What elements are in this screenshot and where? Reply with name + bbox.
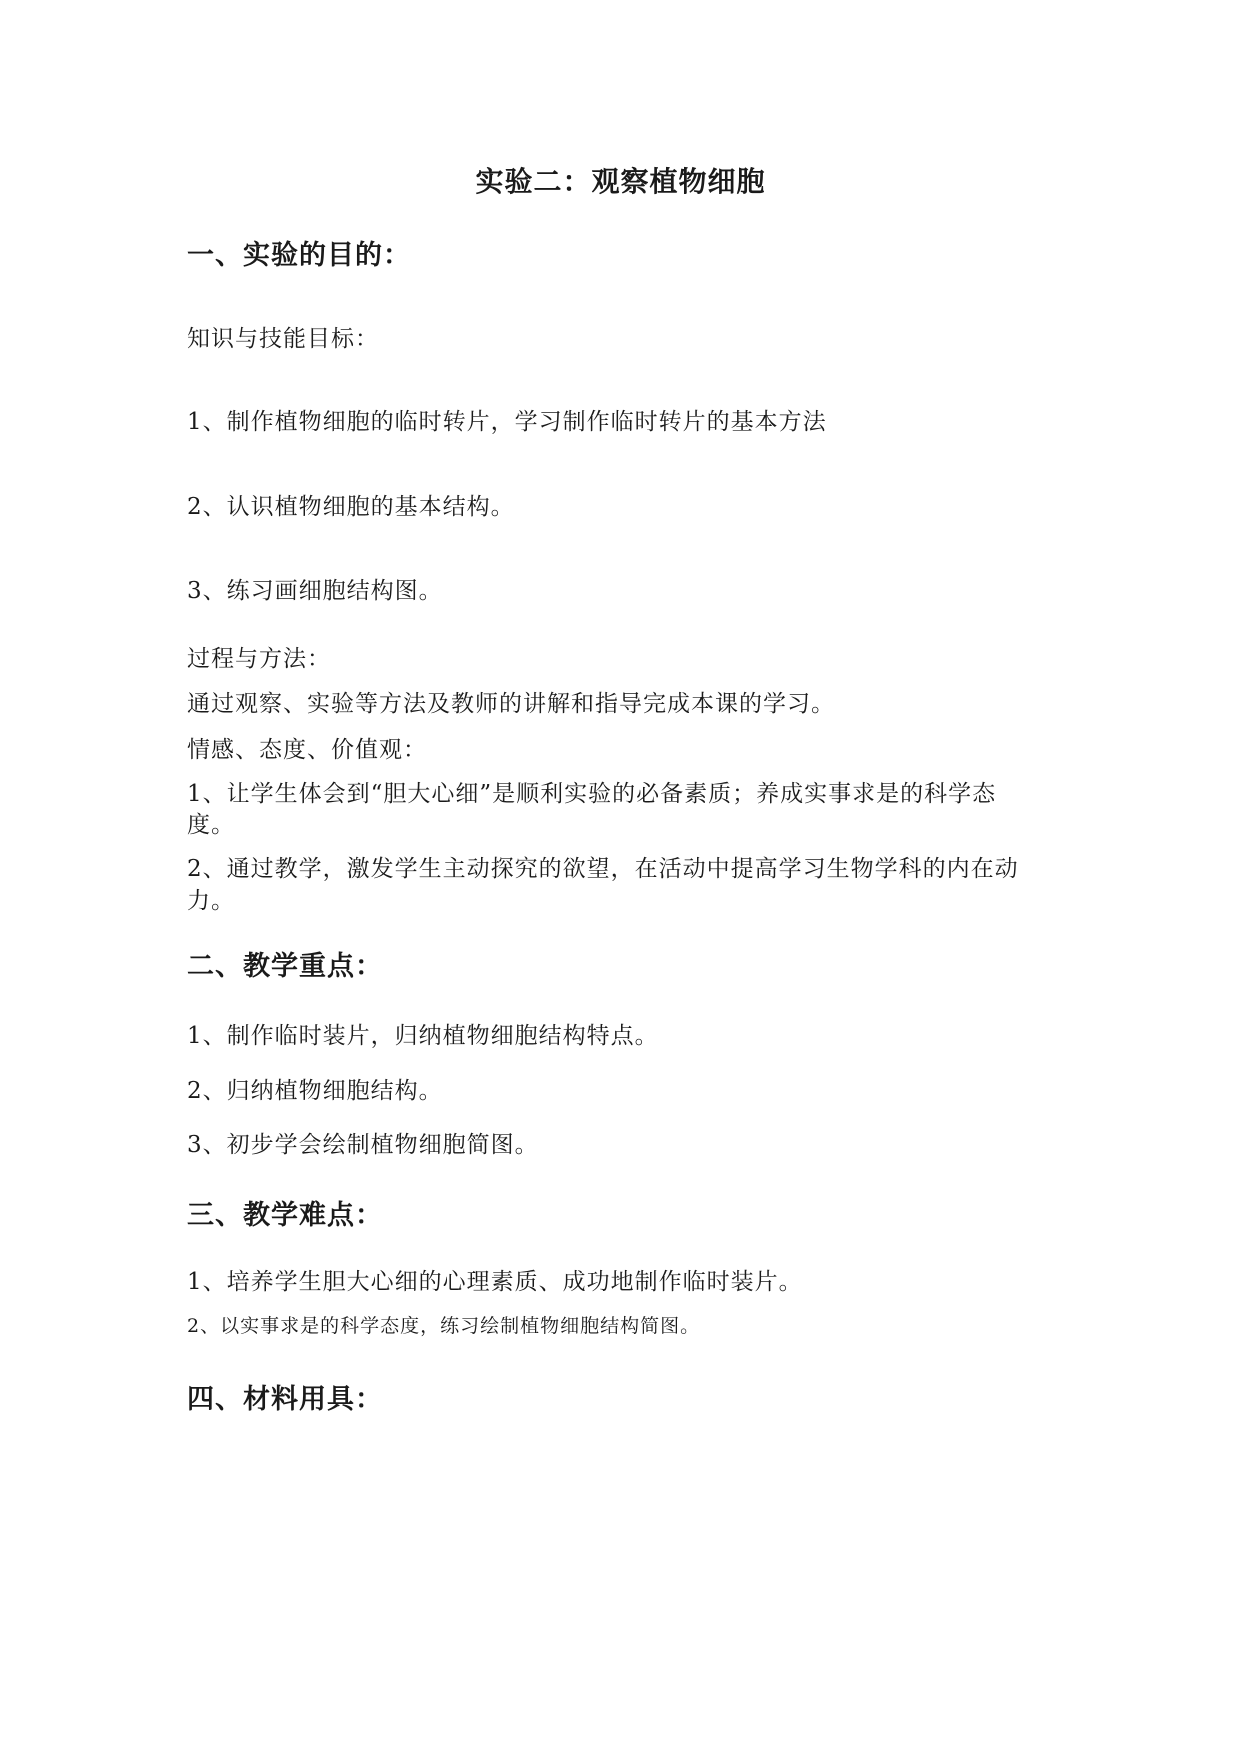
- emotion-item-1-line-1: 1、让学生体会到“胆大心细”是顺利实验的必备素质；养成实事求是的科学态: [187, 781, 997, 807]
- emotion-item-2-line-2: 力。: [187, 888, 235, 914]
- page-title: 实验二：观察植物细胞: [475, 165, 766, 198]
- difficulty-item-1: 1、培养学生胆大心细的心理素质、成功地制作临时装片。: [187, 1269, 803, 1295]
- emotion-attitude-label: 情感、态度、价值观：: [187, 737, 427, 763]
- knowledge-skill-label: 知识与技能目标：: [187, 326, 379, 352]
- objective-item-2: 2、认识植物细胞的基本结构。: [187, 494, 515, 520]
- section-heading-difficulties: 三、教学难点：: [187, 1200, 383, 1231]
- key-point-item-1: 1、制作临时装片，归纳植物细胞结构特点。: [187, 1023, 659, 1049]
- section-heading-key-points: 二、教学重点：: [187, 951, 383, 982]
- section-heading-objectives: 一、实验的目的：: [187, 240, 411, 271]
- key-point-item-2: 2、归纳植物细胞结构。: [187, 1078, 443, 1104]
- objective-item-1: 1、制作植物细胞的临时转片，学习制作临时转片的基本方法: [187, 409, 827, 435]
- process-method-label: 过程与方法：: [187, 646, 331, 672]
- difficulty-item-2: 2、以实事求是的科学态度，练习绘制植物细胞结构简图。: [187, 1315, 701, 1337]
- key-point-item-3: 3、初步学会绘制植物细胞简图。: [187, 1132, 539, 1158]
- emotion-item-1-line-2: 度。: [187, 812, 235, 838]
- section-heading-materials: 四、材料用具：: [187, 1384, 383, 1415]
- objective-item-3: 3、练习画细胞结构图。: [187, 578, 443, 604]
- process-method-text: 通过观察、实验等方法及教师的讲解和指导完成本课的学习。: [187, 691, 835, 717]
- emotion-item-2-line-1: 2、通过教学，激发学生主动探究的欲望，在活动中提高学习生物学科的内在动: [187, 856, 1019, 882]
